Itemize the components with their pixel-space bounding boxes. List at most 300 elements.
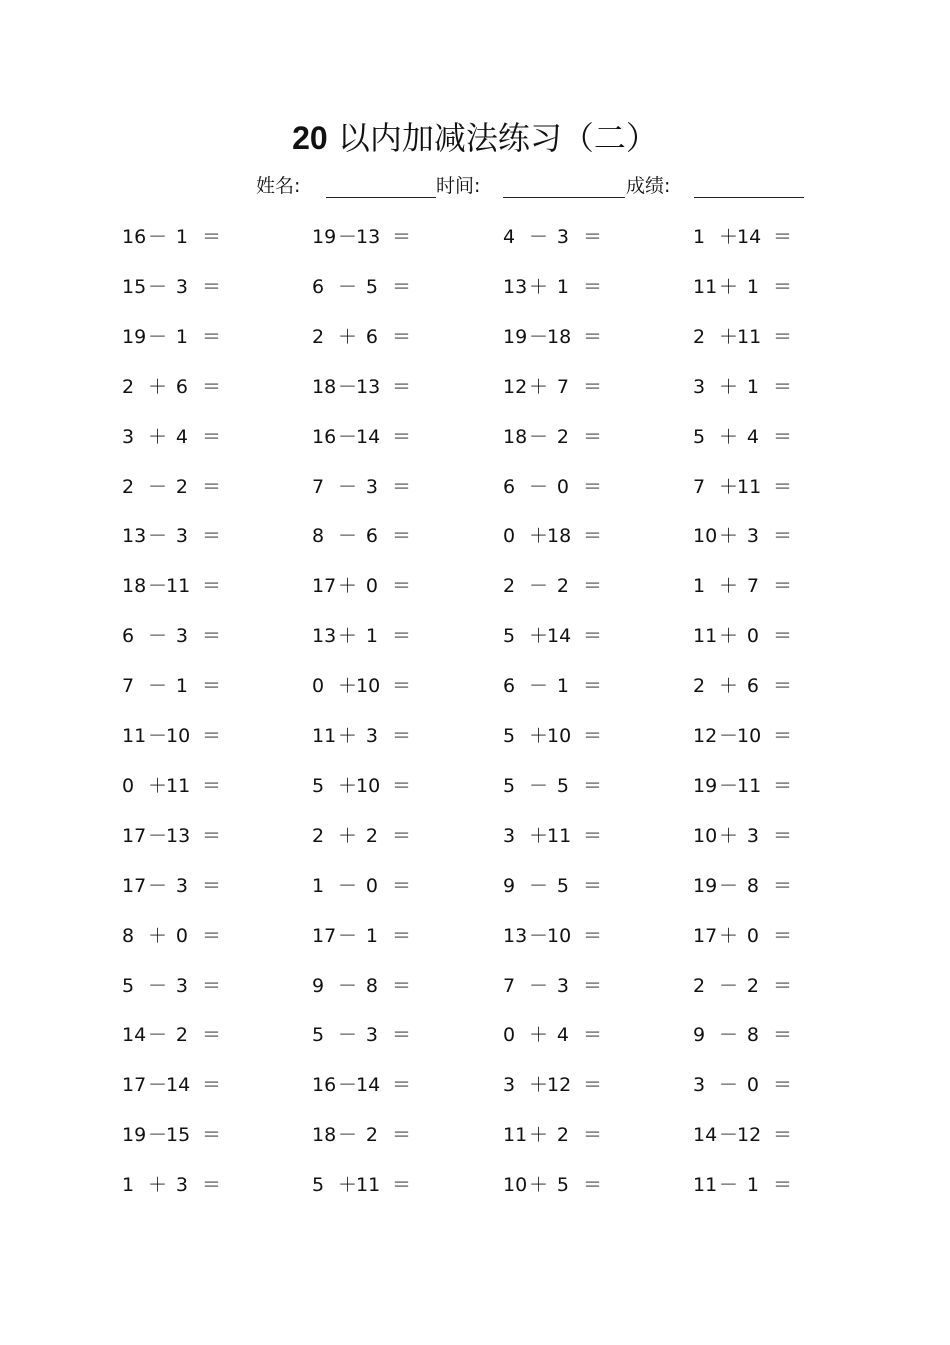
problem-item xyxy=(312,1170,462,1200)
operator: ＋ xyxy=(529,725,549,747)
operator: － xyxy=(148,1074,168,1097)
operand-a: 3 xyxy=(503,1074,516,1097)
operand-a: 0 xyxy=(503,525,516,548)
operand-a: 5 xyxy=(503,774,516,797)
operand-b: 13 xyxy=(166,824,191,847)
operand-b: 2 xyxy=(746,974,759,997)
operator: ＋ xyxy=(148,924,168,947)
operator: ＋ xyxy=(338,824,358,847)
operand-a: 0 xyxy=(312,675,325,698)
equals-sign: ＝ xyxy=(773,525,793,548)
operand-a: 0 xyxy=(503,1024,516,1047)
operator: ＋ xyxy=(148,1174,168,1197)
time-label: 时间: xyxy=(436,175,481,197)
operand-a: 16 xyxy=(122,226,147,248)
problem-item xyxy=(312,721,462,751)
problem-item xyxy=(693,821,843,851)
problem-item xyxy=(693,671,843,701)
problem-item xyxy=(312,921,462,951)
operand-b: 1 xyxy=(556,275,569,298)
equals-sign: ＝ xyxy=(392,575,412,598)
operator: － xyxy=(148,725,168,747)
operator: ＋ xyxy=(529,525,549,548)
problem-item xyxy=(503,671,653,701)
operator: － xyxy=(719,725,739,747)
title-number: 20 xyxy=(292,120,328,156)
equals-sign: ＝ xyxy=(392,974,412,997)
equals-sign: ＝ xyxy=(202,625,222,648)
equals-sign: ＝ xyxy=(202,725,222,747)
problem-item xyxy=(122,1020,272,1050)
equals-sign: ＝ xyxy=(773,575,793,598)
operator: ＋ xyxy=(338,774,358,797)
operand-a: 1 xyxy=(122,1174,135,1197)
operand-a: 5 xyxy=(312,1024,325,1047)
operand-a: 9 xyxy=(312,974,325,997)
equals-sign: ＝ xyxy=(392,725,412,747)
problem-item xyxy=(693,571,843,601)
operand-b: 6 xyxy=(175,375,188,398)
operand-a: 14 xyxy=(693,1124,718,1147)
operand-a: 16 xyxy=(312,1074,337,1097)
operand-b: 13 xyxy=(356,226,381,248)
operand-b: 11 xyxy=(547,824,572,847)
equals-sign: ＝ xyxy=(392,525,412,548)
operator: － xyxy=(529,325,549,348)
operand-a: 1 xyxy=(693,226,706,248)
problem-item xyxy=(503,1020,653,1050)
equals-sign: ＝ xyxy=(583,325,603,348)
equals-sign: ＝ xyxy=(202,1074,222,1097)
operand-a: 11 xyxy=(122,725,147,747)
equals-sign: ＝ xyxy=(583,1174,603,1197)
problem-item xyxy=(312,571,462,601)
problem-item xyxy=(312,621,462,651)
operator: － xyxy=(529,974,549,997)
problem-item xyxy=(122,871,272,901)
operand-b: 18 xyxy=(547,525,572,548)
problem-item xyxy=(503,472,653,502)
problem-item xyxy=(312,272,462,302)
operand-a: 18 xyxy=(122,575,147,598)
operator: ＋ xyxy=(338,325,358,348)
operator: － xyxy=(148,625,168,648)
problem-item xyxy=(312,222,462,252)
operator: ＋ xyxy=(529,1074,549,1097)
problem-item xyxy=(693,521,843,551)
operand-b: 0 xyxy=(175,924,188,947)
equals-sign: ＝ xyxy=(392,774,412,797)
operand-a: 11 xyxy=(693,1174,718,1197)
operand-a: 17 xyxy=(312,575,337,598)
problem-item xyxy=(503,771,653,801)
equals-sign: ＝ xyxy=(202,974,222,997)
operator: － xyxy=(719,774,739,797)
operand-b: 0 xyxy=(365,874,378,897)
operator: － xyxy=(148,325,168,348)
operand-b: 15 xyxy=(166,1124,191,1147)
problem-item xyxy=(312,971,462,1001)
operand-b: 6 xyxy=(746,675,759,698)
problem-item xyxy=(503,272,653,302)
problem-item xyxy=(503,721,653,751)
operator: ＋ xyxy=(529,375,549,398)
operand-b: 14 xyxy=(166,1074,191,1097)
operand-a: 17 xyxy=(312,924,337,947)
operand-b: 10 xyxy=(356,774,381,797)
operator: － xyxy=(148,974,168,997)
operand-b: 3 xyxy=(746,525,759,548)
operand-a: 18 xyxy=(312,1124,337,1147)
operand-b: 3 xyxy=(365,725,378,747)
operator: ＋ xyxy=(719,525,739,548)
operand-a: 7 xyxy=(503,974,516,997)
operand-a: 12 xyxy=(693,725,718,747)
operand-a: 15 xyxy=(122,275,147,298)
problem-item xyxy=(122,671,272,701)
operand-a: 19 xyxy=(312,226,337,248)
equals-sign: ＝ xyxy=(392,824,412,847)
operator: ＋ xyxy=(338,575,358,598)
equals-sign: ＝ xyxy=(392,325,412,348)
equals-sign: ＝ xyxy=(202,226,222,248)
operand-b: 14 xyxy=(356,1074,381,1097)
equals-sign: ＝ xyxy=(773,1124,793,1147)
operand-b: 11 xyxy=(166,774,191,797)
equals-sign: ＝ xyxy=(773,1174,793,1197)
equals-sign: ＝ xyxy=(202,525,222,548)
operand-a: 6 xyxy=(503,475,516,498)
operand-a: 16 xyxy=(312,425,337,448)
problem-item xyxy=(122,422,272,452)
operand-a: 5 xyxy=(693,425,706,448)
operand-b: 3 xyxy=(175,1174,188,1197)
operand-a: 3 xyxy=(122,425,135,448)
equals-sign: ＝ xyxy=(583,725,603,747)
operand-b: 3 xyxy=(556,974,569,997)
equals-sign: ＝ xyxy=(773,874,793,897)
operand-a: 6 xyxy=(503,675,516,698)
problem-item xyxy=(122,771,272,801)
operator: － xyxy=(338,974,358,997)
problem-item xyxy=(693,721,843,751)
operand-b: 2 xyxy=(365,1124,378,1147)
page-title xyxy=(0,116,950,160)
operator: ＋ xyxy=(719,675,739,698)
equals-sign: ＝ xyxy=(392,1024,412,1047)
operand-b: 5 xyxy=(556,1174,569,1197)
problem-item xyxy=(693,322,843,352)
equals-sign: ＝ xyxy=(202,675,222,698)
operand-b: 1 xyxy=(556,675,569,698)
problem-item xyxy=(693,272,843,302)
operand-a: 1 xyxy=(693,575,706,598)
operator: － xyxy=(529,874,549,897)
operand-b: 2 xyxy=(556,1124,569,1147)
equals-sign: ＝ xyxy=(202,325,222,348)
operand-a: 10 xyxy=(693,525,718,548)
operand-a: 19 xyxy=(122,1124,147,1147)
operand-a: 19 xyxy=(693,874,718,897)
operator: － xyxy=(148,575,168,598)
operand-a: 17 xyxy=(122,874,147,897)
operand-b: 3 xyxy=(175,525,188,548)
operator: － xyxy=(148,824,168,847)
operand-a: 1 xyxy=(312,874,325,897)
problem-item xyxy=(503,621,653,651)
operator: － xyxy=(719,1024,739,1047)
equals-sign: ＝ xyxy=(773,275,793,298)
operand-b: 14 xyxy=(356,425,381,448)
problem-item xyxy=(503,222,653,252)
equals-sign: ＝ xyxy=(773,924,793,947)
operand-b: 0 xyxy=(556,475,569,498)
operand-b: 7 xyxy=(746,575,759,598)
equals-sign: ＝ xyxy=(392,1074,412,1097)
equals-sign: ＝ xyxy=(202,275,222,298)
operator: － xyxy=(338,1024,358,1047)
operator: － xyxy=(338,425,358,448)
operator: － xyxy=(338,525,358,548)
problem-item xyxy=(693,921,843,951)
problem-item xyxy=(122,1070,272,1100)
problem-item xyxy=(312,422,462,452)
operand-b: 11 xyxy=(737,325,762,348)
operand-a: 2 xyxy=(693,675,706,698)
operator: － xyxy=(338,226,358,248)
operator: ＋ xyxy=(719,924,739,947)
problem-item xyxy=(122,971,272,1001)
equals-sign: ＝ xyxy=(583,874,603,897)
operand-b: 8 xyxy=(746,874,759,897)
problem-item xyxy=(312,372,462,402)
problem-item xyxy=(122,571,272,601)
operand-a: 3 xyxy=(693,1074,706,1097)
operand-a: 6 xyxy=(312,275,325,298)
equals-sign: ＝ xyxy=(773,974,793,997)
operand-b: 0 xyxy=(746,1074,759,1097)
operand-b: 1 xyxy=(175,325,188,348)
problem-item xyxy=(503,571,653,601)
operator: ＋ xyxy=(148,375,168,398)
problem-item xyxy=(122,521,272,551)
operator: ＋ xyxy=(529,1124,549,1147)
operator: － xyxy=(338,924,358,947)
problem-item xyxy=(312,1120,462,1150)
operand-b: 5 xyxy=(556,874,569,897)
equals-sign: ＝ xyxy=(583,425,603,448)
operator: － xyxy=(529,774,549,797)
operand-b: 8 xyxy=(746,1024,759,1047)
operand-b: 3 xyxy=(556,226,569,248)
operand-b: 4 xyxy=(556,1024,569,1047)
problem-item xyxy=(693,222,843,252)
equals-sign: ＝ xyxy=(392,675,412,698)
problem-item xyxy=(693,1070,843,1100)
equals-sign: ＝ xyxy=(773,824,793,847)
operand-b: 10 xyxy=(737,725,762,747)
equals-sign: ＝ xyxy=(773,425,793,448)
operator: － xyxy=(338,475,358,498)
operand-a: 5 xyxy=(503,625,516,648)
operand-b: 2 xyxy=(175,475,188,498)
operand-a: 2 xyxy=(122,475,135,498)
operator: － xyxy=(338,275,358,298)
name-label: 姓名: xyxy=(256,175,301,197)
operator: － xyxy=(338,1124,358,1147)
equals-sign: ＝ xyxy=(392,375,412,398)
equals-sign: ＝ xyxy=(392,475,412,498)
problem-item xyxy=(312,472,462,502)
operand-b: 2 xyxy=(175,1024,188,1047)
problem-item xyxy=(693,1120,843,1150)
operand-a: 11 xyxy=(503,1124,528,1147)
operand-b: 3 xyxy=(365,1024,378,1047)
equals-sign: ＝ xyxy=(773,475,793,498)
operator: － xyxy=(148,1024,168,1047)
operand-b: 13 xyxy=(356,375,381,398)
operand-a: 10 xyxy=(693,824,718,847)
problem-item xyxy=(312,1020,462,1050)
operand-a: 17 xyxy=(122,824,147,847)
operand-a: 2 xyxy=(503,575,516,598)
operand-b: 3 xyxy=(365,475,378,498)
operator: － xyxy=(338,1074,358,1097)
operator: ＋ xyxy=(719,226,739,248)
operator: － xyxy=(529,675,549,698)
operand-b: 1 xyxy=(365,924,378,947)
equals-sign: ＝ xyxy=(773,375,793,398)
name-blank-line[interactable] xyxy=(326,197,436,198)
operator: － xyxy=(148,1124,168,1147)
operand-a: 2 xyxy=(312,325,325,348)
problem-item xyxy=(503,821,653,851)
score-blank-line[interactable] xyxy=(694,197,804,198)
problem-item xyxy=(122,821,272,851)
operand-a: 0 xyxy=(122,774,135,797)
equals-sign: ＝ xyxy=(583,675,603,698)
equals-sign: ＝ xyxy=(202,425,222,448)
operand-a: 4 xyxy=(503,226,516,248)
operand-a: 17 xyxy=(693,924,718,947)
operand-a: 7 xyxy=(693,475,706,498)
operand-a: 7 xyxy=(312,475,325,498)
operand-b: 10 xyxy=(547,725,572,747)
operator: － xyxy=(148,525,168,548)
operator: ＋ xyxy=(719,824,739,847)
operator: ＋ xyxy=(529,1024,549,1047)
equals-sign: ＝ xyxy=(392,425,412,448)
problem-item xyxy=(122,322,272,352)
equals-sign: ＝ xyxy=(202,475,222,498)
operand-b: 1 xyxy=(746,375,759,398)
problem-item xyxy=(312,871,462,901)
operand-a: 13 xyxy=(503,275,528,298)
operand-b: 2 xyxy=(365,824,378,847)
operand-a: 5 xyxy=(312,774,325,797)
operator: ＋ xyxy=(338,675,358,698)
equals-sign: ＝ xyxy=(583,226,603,248)
problem-item xyxy=(503,971,653,1001)
operand-b: 12 xyxy=(737,1124,762,1147)
operand-b: 3 xyxy=(175,974,188,997)
operand-a: 18 xyxy=(503,425,528,448)
operator: ＋ xyxy=(719,425,739,448)
operand-a: 9 xyxy=(693,1024,706,1047)
operand-a: 11 xyxy=(312,725,337,747)
operator: ＋ xyxy=(338,625,358,648)
operand-a: 13 xyxy=(312,625,337,648)
problem-item xyxy=(693,422,843,452)
operand-b: 12 xyxy=(547,1074,572,1097)
operand-a: 9 xyxy=(503,874,516,897)
operator: － xyxy=(529,425,549,448)
problem-item xyxy=(122,222,272,252)
problem-item xyxy=(312,322,462,352)
operand-a: 11 xyxy=(693,275,718,298)
equals-sign: ＝ xyxy=(392,1174,412,1197)
equals-sign: ＝ xyxy=(392,924,412,947)
equals-sign: ＝ xyxy=(202,924,222,947)
operand-b: 2 xyxy=(556,425,569,448)
operand-b: 1 xyxy=(746,275,759,298)
operator: － xyxy=(529,226,549,248)
operand-b: 4 xyxy=(746,425,759,448)
equals-sign: ＝ xyxy=(583,824,603,847)
problem-item xyxy=(312,521,462,551)
operand-b: 3 xyxy=(175,625,188,648)
problem-item xyxy=(693,971,843,1001)
operand-b: 1 xyxy=(175,226,188,248)
title-text: 以内加减法练习（二） xyxy=(337,119,658,157)
operator: ＋ xyxy=(338,725,358,747)
operand-a: 11 xyxy=(693,625,718,648)
operand-a: 2 xyxy=(312,824,325,847)
equals-sign: ＝ xyxy=(583,1074,603,1097)
problem-item xyxy=(693,1020,843,1050)
operator: ＋ xyxy=(529,625,549,648)
operand-b: 4 xyxy=(175,425,188,448)
operand-b: 14 xyxy=(737,226,762,248)
equals-sign: ＝ xyxy=(773,675,793,698)
time-blank-line[interactable] xyxy=(503,197,625,198)
operand-b: 11 xyxy=(166,575,191,598)
equals-sign: ＝ xyxy=(202,1024,222,1047)
operator: ＋ xyxy=(529,275,549,298)
operator: ＋ xyxy=(529,824,549,847)
operand-a: 14 xyxy=(122,1024,147,1047)
operand-b: 1 xyxy=(746,1174,759,1197)
operand-a: 8 xyxy=(312,525,325,548)
equals-sign: ＝ xyxy=(392,1124,412,1147)
operand-a: 2 xyxy=(122,375,135,398)
equals-sign: ＝ xyxy=(583,575,603,598)
operator: ＋ xyxy=(148,425,168,448)
operand-b: 11 xyxy=(737,774,762,797)
operator: ＋ xyxy=(719,475,739,498)
equals-sign: ＝ xyxy=(583,1024,603,1047)
problem-item xyxy=(312,1070,462,1100)
equals-sign: ＝ xyxy=(773,725,793,747)
operand-b: 10 xyxy=(356,675,381,698)
operand-a: 13 xyxy=(122,525,147,548)
problem-item xyxy=(312,771,462,801)
operand-b: 1 xyxy=(365,625,378,648)
equals-sign: ＝ xyxy=(583,375,603,398)
problem-item xyxy=(503,1070,653,1100)
equals-sign: ＝ xyxy=(392,625,412,648)
operand-b: 2 xyxy=(556,575,569,598)
